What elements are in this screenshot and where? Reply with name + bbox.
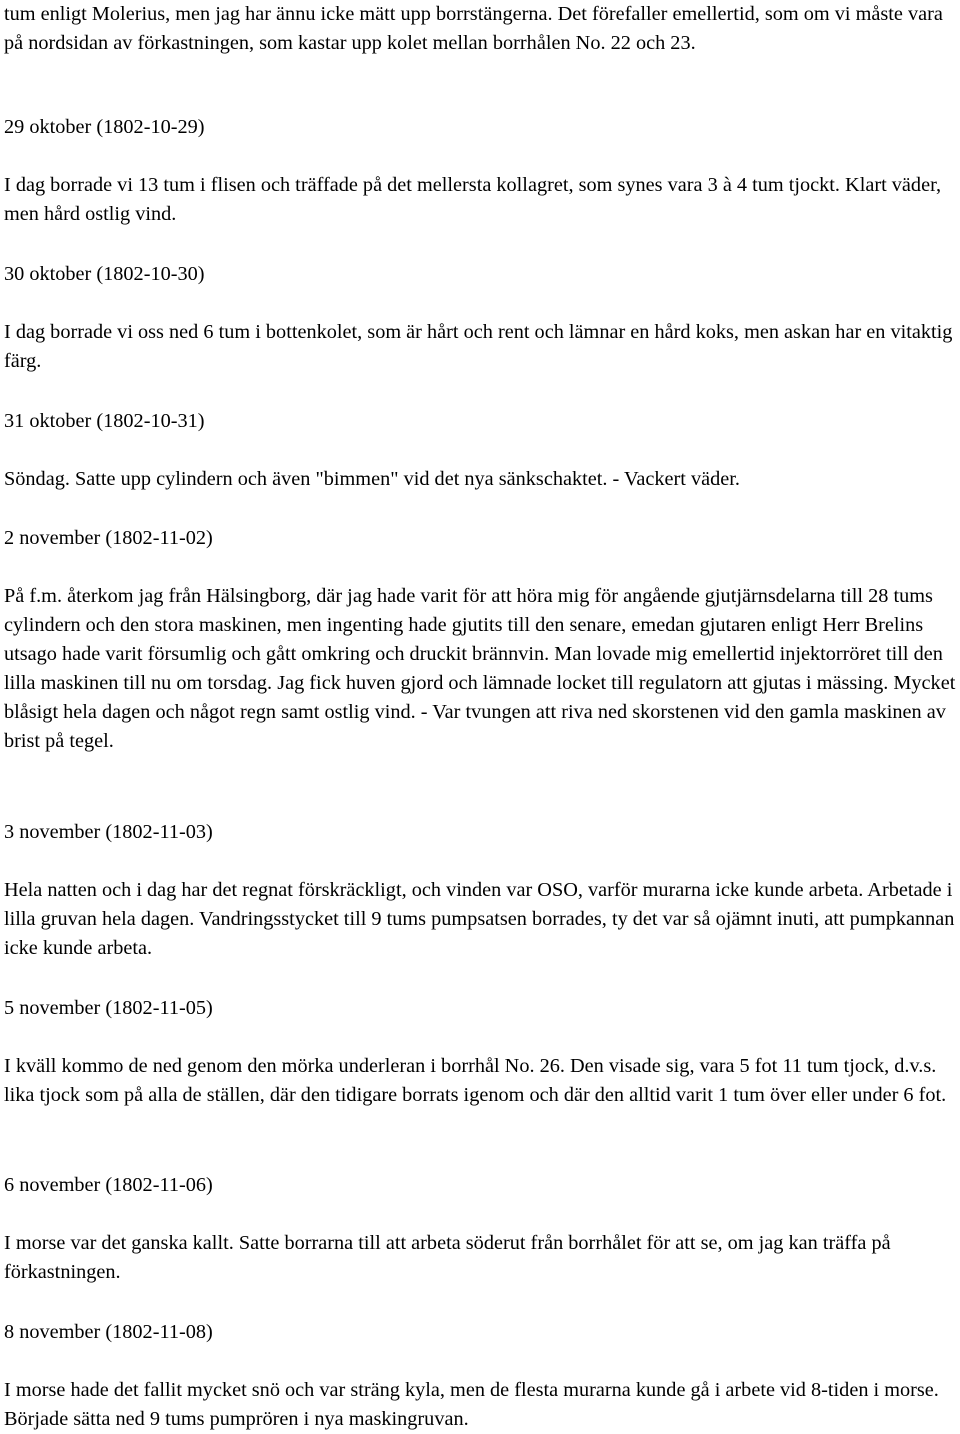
entry-text: I morse var det ganska kallt. Satte borrarna till att arbeta söderut från borrhålet för att se, om jag kan träffa på förkastningen.	[4, 1232, 891, 1283]
diary-entry-1802-10-29	[4, 113, 958, 229]
entry-text: I dag borrade vi 13 tum i flisen och träffade på det mellersta kollagret, som synes vara 3 à 4 tum tjockt. Klart väder, men hård ostlig vind.	[4, 174, 942, 225]
diary-entry-1802-10-30	[4, 260, 958, 376]
entry-date: 5 november (1802-11-05)	[4, 997, 213, 1019]
entry-text: Söndag. Satte upp cylindern och även "bimmen" vid det nya sänkschaktet. - Vackert väder.	[4, 468, 740, 490]
entry-date: 30 oktober (1802-10-30)	[4, 263, 205, 285]
diary-entry-1802-11-08	[4, 1318, 958, 1434]
diary-entry-1802-11-03	[4, 818, 958, 963]
entry-text: På f.m. återkom jag från Hälsingborg, där jag hade varit för att höra mig för angående gjutjärnsdelarna till 28 tums cylindern och den stora maskinen, men ingenting hade gjutits till den senare, emedan gjutaren enligt Herr Brelins utsago hade varit försumlig och gått omkring och druckit brännvin. Man lovade mig emellertid injektorröret till den lilla maskinen till nu om torsdag. Jag fick huven gjord och lämnade locket till regulatorn att gjutas i mässing. Mycket blåsigt hela dagen och något regn samt ostlig vind. - Var tvungen att riva ned skorstenen vid den gamla maskinen av brist på tegel.	[4, 585, 956, 752]
entry-date: 8 november (1802-11-08)	[4, 1321, 213, 1343]
entry-date: 29 oktober (1802-10-29)	[4, 116, 205, 138]
diary-entry-1802-10-31	[4, 407, 958, 494]
entry-text: Hela natten och i dag har det regnat förskräckligt, och vinden var OSO, varför murarna icke kunde arbeta. Arbetade i lilla gruvan hela dagen. Vandringsstycket till 9 tums pumpsatsen borrades, ty det var så ojämnt inuti, att pumpkannan icke kunde arbeta.	[4, 879, 955, 959]
diary-entry-1802-11-06	[4, 1171, 958, 1287]
entry-text: I dag borrade vi oss ned 6 tum i bottenkolet, som är hårt och rent och lämnar en hård koks, men askan har en vitaktig färg.	[4, 321, 953, 372]
entry-date: 2 november (1802-11-02)	[4, 527, 213, 549]
entry-text: I kväll kommo de ned genom den mörka underleran i borrhål No. 26. Den visade sig, vara 5 fot 11 tum tjock, d.v.s. lika tjock som på alla de ställen, där den tidigare borrats igenom och där den alltid varit 1 tum över eller under 6 fot.	[4, 1055, 947, 1106]
entry-date: 3 november (1802-11-03)	[4, 821, 213, 843]
intro-paragraph: tum enligt Molerius, men jag har ännu icke mätt upp borrstängerna. Det förefaller emellertid, som om vi måste vara på nordsidan av förkastningen, som kastar upp kolet mellan borrhålen No. 22 och 23.	[4, 3, 943, 54]
entry-date: 6 november (1802-11-06)	[4, 1174, 213, 1196]
diary-entry-1802-11-02	[4, 524, 958, 756]
entry-date: 31 oktober (1802-10-31)	[4, 410, 205, 432]
diary-entry-1802-11-05	[4, 994, 958, 1110]
entry-text: I morse hade det fallit mycket snö och var sträng kyla, men de flesta murarna kunde gå i arbete vid 8-tiden i morse. Började sätta ned 9 tums pumprören i nya maskingruvan.	[4, 1379, 939, 1430]
